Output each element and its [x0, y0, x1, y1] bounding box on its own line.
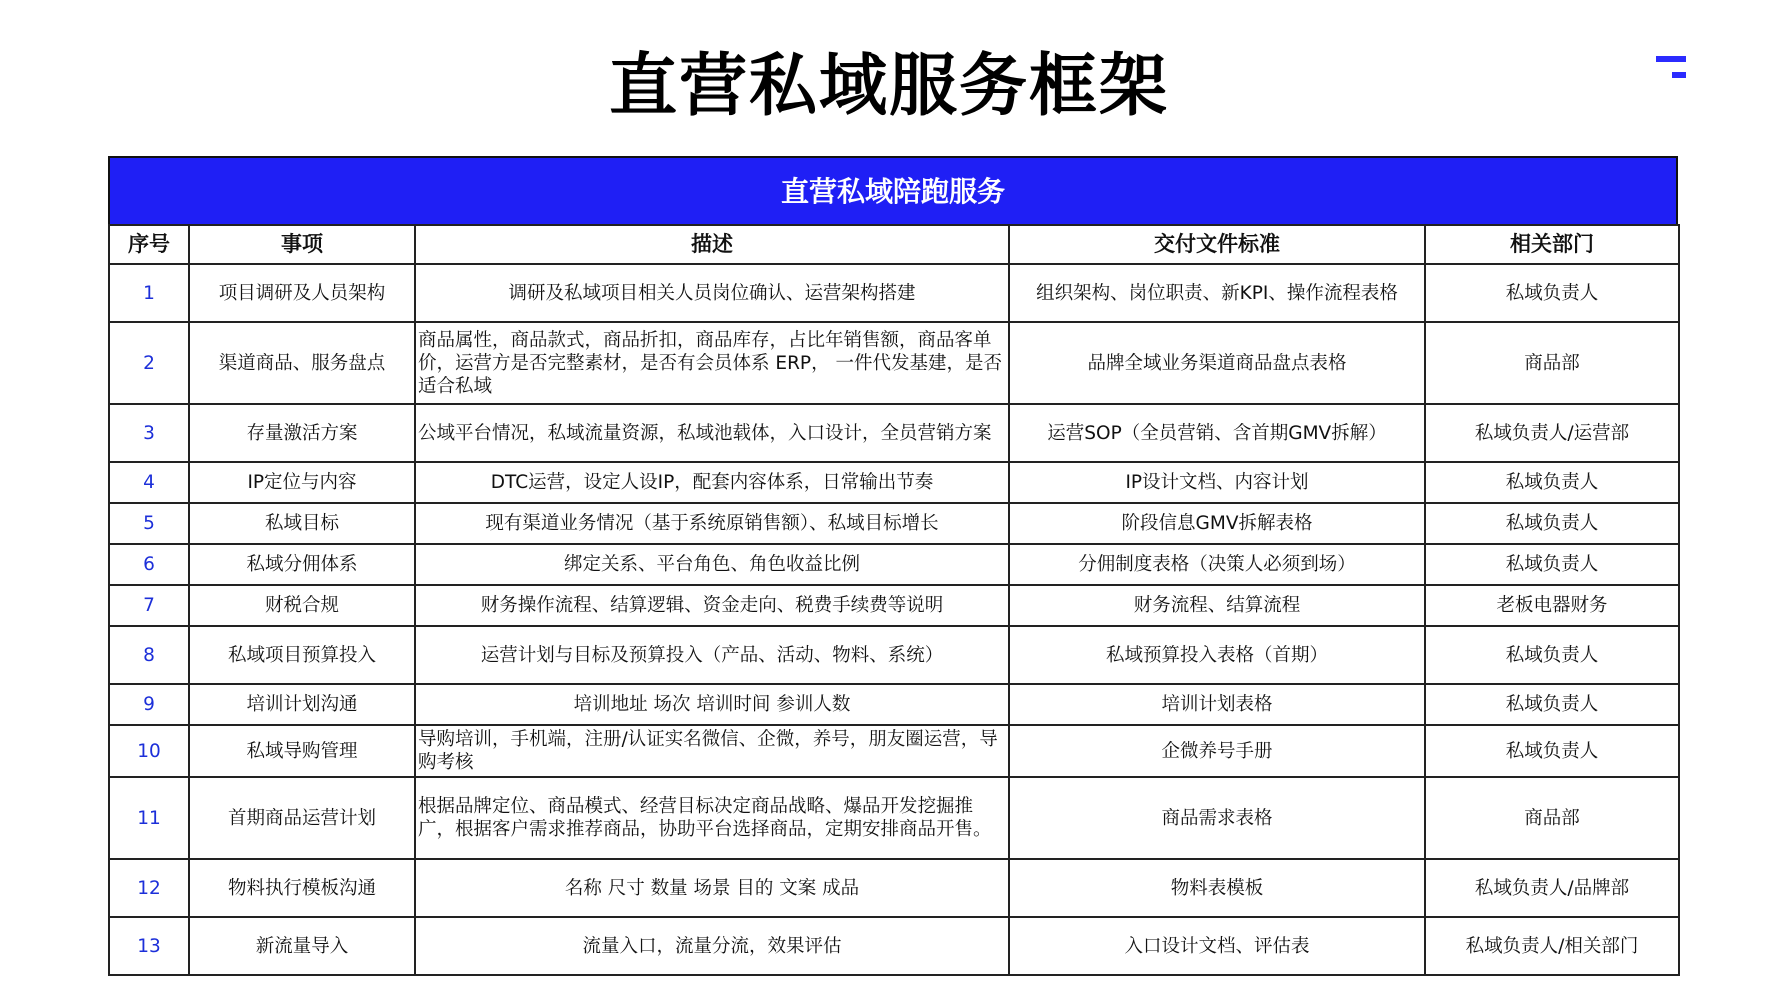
row-description: 运营计划与目标及预算投入（产品、活动、物料、系统）: [415, 626, 1009, 684]
row-department: 商品部: [1425, 322, 1679, 404]
row-item: 私域项目预算投入: [189, 626, 415, 684]
row-item: 新流量导入: [189, 917, 415, 975]
row-description: 调研及私域项目相关人员岗位确认、运营架构搭建: [415, 264, 1009, 322]
row-number: 9: [109, 684, 189, 725]
row-number: 10: [109, 725, 189, 777]
table-row: [109, 404, 1679, 462]
row-department: 老板电器财务: [1425, 585, 1679, 626]
header-desc: 描述: [415, 225, 1009, 264]
row-number: 5: [109, 503, 189, 544]
header-item: 事项: [189, 225, 415, 264]
row-department: 私域负责人: [1425, 544, 1679, 585]
row-description: 流量入口，流量分流，效果评估: [415, 917, 1009, 975]
row-number: 11: [109, 777, 189, 859]
table-row: [109, 585, 1679, 626]
row-description: DTC运营，设定人设IP，配套内容体系，日常输出节奏: [415, 462, 1009, 503]
page-title: 直营私域服务框架: [608, 47, 1169, 126]
row-item: 私域导购管理: [189, 725, 415, 777]
row-item: 私域目标: [189, 503, 415, 544]
row-description: 绑定关系、平台角色、角色收益比例: [415, 544, 1009, 585]
row-deliverable: 财务流程、结算流程: [1009, 585, 1425, 626]
row-number: 1: [109, 264, 189, 322]
row-item: 渠道商品、服务盘点: [189, 322, 415, 404]
row-item: 物料执行模板沟通: [189, 859, 415, 917]
row-description: 根据品牌定位、商品模式、经营目标决定商品战略、爆品开发挖掘推广，根据客户需求推荐商品，协助平台选择商品，定期安排商品开售。: [415, 777, 1009, 859]
row-deliverable: 入口设计文档、评估表: [1009, 917, 1425, 975]
row-description: 导购培训，手机端，注册/认证实名微信、企微，养号，朋友圈运营，导购考核: [415, 725, 1009, 777]
row-item: 培训计划沟通: [189, 684, 415, 725]
row-item: 财税合规: [189, 585, 415, 626]
header-deliverable: 交付文件标准: [1009, 225, 1425, 264]
table-row: [109, 684, 1679, 725]
table-row: [109, 777, 1679, 859]
row-department: 私域负责人/品牌部: [1425, 859, 1679, 917]
row-deliverable: 商品需求表格: [1009, 777, 1425, 859]
table-banner: 直营私域陪跑服务: [108, 156, 1678, 224]
row-deliverable: 品牌全域业务渠道商品盘点表格: [1009, 322, 1425, 404]
table-row: [109, 626, 1679, 684]
row-number: 8: [109, 626, 189, 684]
corner-logo-icon: [1656, 56, 1686, 80]
row-deliverable: 运营SOP（全员营销、含首期GMV拆解）: [1009, 404, 1425, 462]
table-row: [109, 859, 1679, 917]
row-number: 7: [109, 585, 189, 626]
row-department: 私域负责人: [1425, 626, 1679, 684]
row-deliverable: IP设计文档、内容计划: [1009, 462, 1425, 503]
service-grid: [108, 224, 1680, 976]
row-department: 私域负责人: [1425, 725, 1679, 777]
table-row: [109, 503, 1679, 544]
row-deliverable: 分佣制度表格（决策人必须到场）: [1009, 544, 1425, 585]
service-table: [108, 156, 1678, 976]
header-no: 序号: [109, 225, 189, 264]
row-department: 私域负责人/相关部门: [1425, 917, 1679, 975]
row-deliverable: 私域预算投入表格（首期）: [1009, 626, 1425, 684]
row-deliverable: 培训计划表格: [1009, 684, 1425, 725]
row-description: 公域平台情况，私域流量资源，私域池载体，入口设计，全员营销方案: [415, 404, 1009, 462]
row-number: 2: [109, 322, 189, 404]
row-deliverable: 组织架构、岗位职责、新KPI、操作流程表格: [1009, 264, 1425, 322]
row-number: 12: [109, 859, 189, 917]
row-item: 私域分佣体系: [189, 544, 415, 585]
header-row: [109, 225, 1679, 264]
table-row: [109, 544, 1679, 585]
table-row: [109, 462, 1679, 503]
row-department: 私域负责人: [1425, 503, 1679, 544]
row-description: 现有渠道业务情况（基于系统原销售额）、私域目标增长: [415, 503, 1009, 544]
row-description: 商品属性，商品款式，商品折扣，商品库存，占比年销售额，商品客单价，运营方是否完整素材，是否有会员体系 ERP， 一件代发基建，是否适合私域: [415, 322, 1009, 404]
row-number: 13: [109, 917, 189, 975]
row-deliverable: 企微养号手册: [1009, 725, 1425, 777]
row-description: 培训地址 场次 培训时间 参训人数: [415, 684, 1009, 725]
row-number: 3: [109, 404, 189, 462]
row-item: 项目调研及人员架构: [189, 264, 415, 322]
row-number: 6: [109, 544, 189, 585]
row-department: 商品部: [1425, 777, 1679, 859]
row-department: 私域负责人: [1425, 264, 1679, 322]
row-department: 私域负责人/运营部: [1425, 404, 1679, 462]
row-description: 财务操作流程、结算逻辑、资金走向、税费手续费等说明: [415, 585, 1009, 626]
row-number: 4: [109, 462, 189, 503]
row-item: 存量激活方案: [189, 404, 415, 462]
table-row: [109, 917, 1679, 975]
table-row: [109, 725, 1679, 777]
table-row: [109, 322, 1679, 404]
row-deliverable: 阶段信息GMV拆解表格: [1009, 503, 1425, 544]
row-department: 私域负责人: [1425, 684, 1679, 725]
row-department: 私域负责人: [1425, 462, 1679, 503]
table-row: [109, 264, 1679, 322]
row-deliverable: 物料表模板: [1009, 859, 1425, 917]
header-dept: 相关部门: [1425, 225, 1679, 264]
row-item: IP定位与内容: [189, 462, 415, 503]
row-description: 名称 尺寸 数量 场景 目的 文案 成品: [415, 859, 1009, 917]
row-item: 首期商品运营计划: [189, 777, 415, 859]
